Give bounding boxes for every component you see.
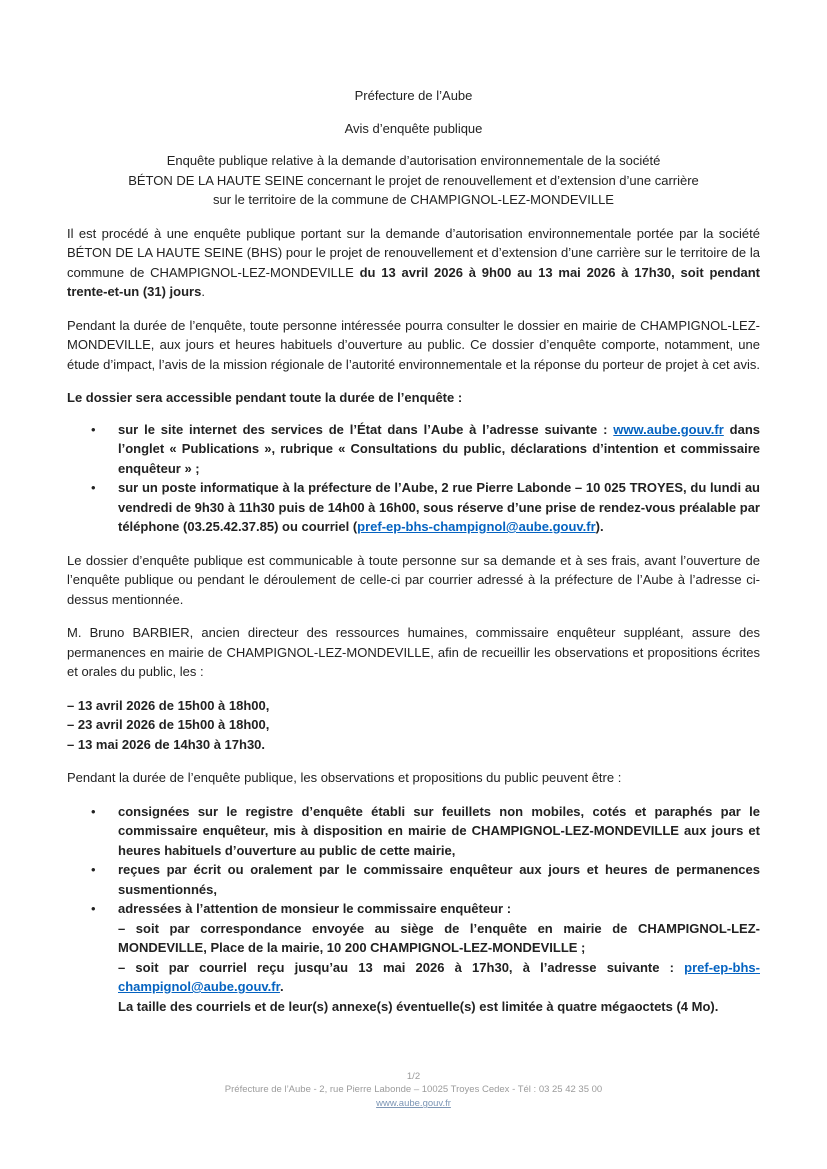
section-heading-dossier-access: Le dossier sera accessible pendant toute la durée de l’enquête : [67, 390, 463, 405]
subline-courriel [118, 958, 760, 997]
text-segment: Pendant la durée de l’enquête, toute personne intéressée pourra consulter le dossier en mairie de CHAMPIGNOL-LEZ-MONDEVILLE, aux jours et heures habituels d’ouverture au public. Ce dossier d’enquête comporte, notamment, une étude d’impact, l’avis de la mission régionale de l’autorité environnementale et la réponse du porteur de projet à cet avis. [67, 317, 761, 372]
bullet-registre [67, 802, 760, 861]
notice-heading [67, 151, 760, 210]
notice-heading-line-2: BÉTON DE LA HAUTE SEINE concernant le projet de renouvellement et d’extension d’une carrière [128, 172, 699, 188]
footer-page-number: 1/2 [406, 1070, 421, 1082]
text-segment: dans l’onglet « Publications », rubrique « Consultations du public, déclarations d’intention et commissaire enquêteur » ; [118, 421, 760, 476]
text-segment: reçues par écrit ou oralement par le commissaire enquêteur aux jours et heures de permanences susmentionnés, [118, 862, 760, 897]
document-title: Préfecture de l’Aube [354, 88, 473, 103]
paragraph-intro [67, 224, 760, 302]
text-segment: Le dossier d’enquête publique est communicable à toute personne sur sa demande et à ses frais, avant l’ouverture de l’enquête publique ou pendant le déroulement de celle-ci par courrier adressé à la préfecture de l’Aube à l’adresse ci-dessus mentionnée. [67, 552, 760, 607]
text-segment: du 13 avril 2026 à 9h00 au 13 mai 2026 à 17h30, soit pendant trente-et-un (31) jours [67, 264, 761, 299]
permanence-dates [67, 696, 760, 755]
permanence-date-1: – 13 avril 2026 de 15h00 à 18h00, [67, 697, 270, 713]
text-segment: Pendant la durée de l’enquête publique, les observations et propositions du public peuvent être : [67, 770, 622, 785]
paragraph-consultation [67, 316, 760, 375]
page-footer [0, 1070, 827, 1111]
subline-taille [118, 997, 760, 1017]
email-link-2[interactable]: pref-ep-bhs-champignol@aube.gouv.fr [118, 959, 760, 994]
text-segment: sur un poste informatique à la préfecture de l’Aube, 2 rue Pierre Labonde – 10 025 TROYES, du lundi au vendredi de 9h30 à 11h30 puis de 14h00 à 16h00, sous réserve d’une prise de rendez-vous préalable par téléphone (03.25.42.37.85) ou courriel ( [118, 480, 760, 534]
text-segment: adressées à l’attention de monsieur le commissaire enquêteur : [118, 901, 512, 916]
aube-gouv-link[interactable]: www.aube.gouv.fr [613, 421, 724, 437]
text-segment: sur le site internet des services de l’État dans l’Aube à l’adresse suivante : [118, 421, 614, 437]
bullet-adresse [67, 899, 760, 1016]
text-segment: – soit par correspondance envoyée au siège de l’enquête en mairie de CHAMPIGNOL-LEZ-MONDEVILLE, Place de la mairie, 10 200 CHAMPIGNOL-LEZ-MONDEVILLE ; [118, 920, 760, 955]
document-subtitle: Avis d’enquête publique [344, 120, 483, 136]
footer-website-link[interactable]: www.aube.gouv.fr [376, 1098, 451, 1110]
permanence-date-3: – 13 mai 2026 de 14h30 à 17h30. [67, 736, 266, 752]
bullet-internet-access [67, 420, 760, 479]
text-segment: M. Bruno BARBIER, ancien directeur des ressources humaines, commissaire enquêteur suppléant, assure des permanences en mairie de CHAMPIGNOL-LEZ-MONDEVILLE, afin de recueillir les observations et propositions écrites et orales du public, les : [67, 625, 760, 679]
permanence-date-2: – 23 avril 2026 de 15h00 à 18h00, [67, 717, 270, 732]
text-segment: . [201, 284, 205, 299]
footer-address: Préfecture de l’Aube - 2, rue Pierre Labonde – 10025 Troyes Cedex - Tél : 03 25 42 35 00 [224, 1084, 603, 1096]
notice-heading-line-3: sur le territoire de la commune de CHAMPIGNOL-LEZ-MONDEVILLE [213, 192, 614, 207]
text-segment: – soit par courriel reçu jusqu’au 13 mai 2026 à 17h30, à l’adresse suivante : [118, 959, 685, 975]
subline-correspondance [118, 919, 760, 958]
bullet-oral [67, 860, 760, 899]
paragraph-commissaire [67, 623, 760, 682]
email-link[interactable]: pref-ep-bhs-champignol@aube.gouv.fr [357, 519, 596, 534]
text-segment: . [279, 979, 284, 994]
paragraph-observations-intro [67, 768, 760, 788]
access-bullet-list [67, 420, 760, 537]
observations-bullet-list [67, 802, 760, 1017]
bullet-computer-access [67, 478, 760, 537]
notice-heading-line-1: Enquête publique relative à la demande d’autorisation environnementale de la société [166, 153, 661, 168]
text-segment: consignées sur le registre d’enquête établi sur feuillets non mobiles, cotés et paraphés par le commissaire enquêteur, mis à disposition en mairie de CHAMPIGNOL-LEZ-MONDEVILLE aux jours et heures habituels d’ouverture au public de cette mairie, [118, 803, 760, 858]
bullet-adresse-intro [118, 899, 760, 919]
paragraph-communicable [67, 551, 760, 610]
text-segment: ). [595, 519, 604, 534]
text-segment: Il est procédé à une enquête publique portant sur la demande d’autorisation environnementale portée par la société BÉTON DE LA HAUTE SEINE (BHS) pour le projet de renouvellement et d’extension d’une carrière sur le territoire de la commune de CHAMPIGNOL-LEZ-MONDEVILLE [67, 225, 760, 280]
text-segment: La taille des courriels et de leur(s) annexe(s) éventuelle(s) est limitée à quatre mégaoctets (4 Mo). [118, 998, 719, 1014]
